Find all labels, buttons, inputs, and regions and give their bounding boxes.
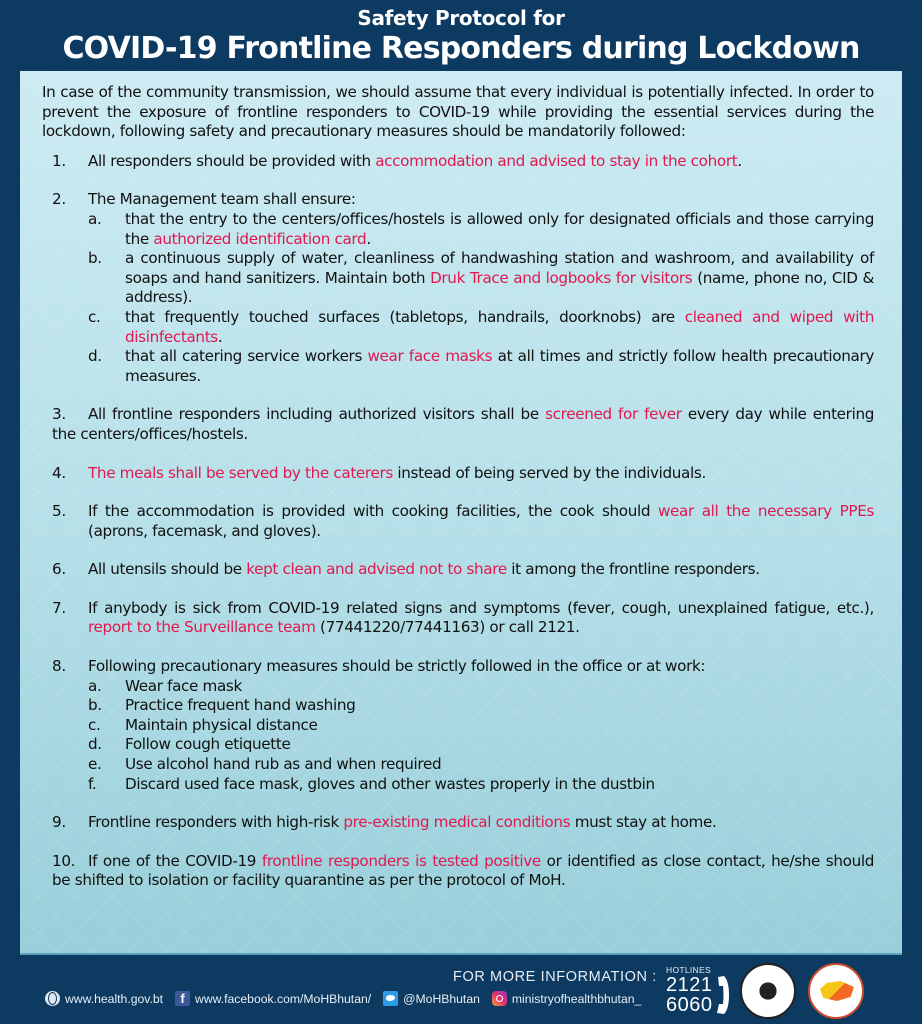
protocol-item-4	[42, 464, 874, 484]
twitter-icon	[383, 991, 398, 1006]
protocol-item-8	[42, 657, 874, 794]
sub-text: Use alcohol hand rub as and when required	[125, 755, 442, 774]
sub-letter: a.	[88, 209, 102, 228]
header-subtitle: Safety Protocol for	[357, 6, 565, 30]
ministry-of-health-logo	[808, 963, 864, 1019]
sub-list	[88, 210, 874, 386]
item-text: All utensils should be	[88, 560, 247, 579]
item-text: The Management team shall ensure:	[88, 190, 356, 209]
item-text-end: it among the frontline responders.	[506, 560, 760, 579]
item-text-end: every day while entering the centers/offices/hostels.	[52, 405, 875, 443]
facebook-icon: f	[175, 991, 190, 1006]
facebook-text: www.facebook.com/MoHBhutan/	[195, 991, 372, 1006]
sub-text: that the entry to the centers/offices/hostels is allowed only for designated officials and those carrying the	[125, 209, 874, 248]
item-number: 10.	[52, 851, 76, 870]
protocol-item-5	[42, 502, 874, 541]
item-text: If one of the COVID-19	[88, 851, 262, 870]
more-info-label: FOR MORE INFORMATION :	[453, 969, 657, 985]
item-text-end: or identified as close contact, he/she should be shifted to isolation or facility quarantine as per the protocol of MoH.	[52, 851, 875, 890]
globe-icon	[45, 991, 60, 1006]
sub-item-c	[88, 716, 874, 736]
facebook-link[interactable]	[175, 991, 371, 1006]
sub-letter: e.	[88, 755, 102, 774]
sub-item-b	[88, 249, 874, 308]
item-highlight: screened for fever	[545, 405, 682, 424]
sub-highlight: wear face masks	[367, 347, 493, 366]
sub-item-f	[88, 775, 874, 795]
sub-letter: c.	[88, 715, 101, 734]
item-number: 6.	[52, 560, 66, 579]
sub-item-a	[88, 210, 874, 249]
sub-item-c	[88, 308, 874, 347]
sub-text-end: .	[366, 229, 371, 248]
item-text-end: (77441220/77441163) or call 2121.	[315, 618, 580, 637]
item-text: Frontline responders with high-risk	[88, 813, 344, 832]
sub-text: Maintain physical distance	[125, 715, 318, 734]
sub-text-end: .	[217, 327, 223, 346]
sub-text: Practice frequent hand washing	[125, 696, 356, 715]
protocol-item-1	[42, 152, 874, 172]
hotline-number-2[interactable]: 6060	[666, 994, 713, 1016]
sub-letter: f.	[88, 774, 97, 793]
sub-item-b	[88, 696, 874, 716]
sub-letter: c.	[88, 307, 101, 326]
website-text: www.health.gov.bt	[65, 991, 164, 1006]
website-link[interactable]	[45, 991, 163, 1006]
sub-item-d	[88, 347, 874, 386]
item-text: If anybody is sick from COVID-19 related signs and symptoms (fever, cough, unexplained fatigue, etc.),	[88, 598, 874, 617]
protocol-item-3	[42, 405, 874, 444]
sub-letter: b.	[88, 696, 102, 715]
poster-header	[0, 0, 922, 71]
item-number: 7.	[52, 598, 66, 617]
sub-letter: a.	[88, 676, 102, 695]
royal-government-emblem-logo	[740, 963, 796, 1019]
sub-text-end: at all times and strictly follow health precautionary measures.	[125, 347, 874, 385]
sub-highlight: authorized identification card	[153, 229, 367, 248]
item-text-end: instead of being served by the individuals.	[392, 463, 706, 482]
sub-item-e	[88, 755, 874, 775]
item-number: 1.	[52, 151, 66, 170]
protocol-item-9	[42, 813, 874, 833]
twitter-text: @MoHBhutan	[403, 991, 480, 1006]
sub-letter: d.	[88, 347, 102, 366]
sub-letter: b.	[88, 249, 102, 268]
item-text-end: .	[737, 151, 742, 170]
item-highlight: wear all the necessary PPEs	[657, 502, 874, 521]
sub-item-a	[88, 677, 874, 697]
hotlines-block	[666, 965, 736, 1021]
item-highlight: The meals shall be served by the caterers	[88, 463, 393, 482]
item-number: 4.	[52, 463, 66, 482]
sub-text: Wear face mask	[125, 676, 242, 695]
instagram-text: ministryofhealthbhutan_	[511, 991, 642, 1006]
item-text: If the accommodation is provided with cooking facilities, the cook should	[88, 502, 658, 521]
item-text: Following precautionary measures should be strictly followed in the office or at work:	[88, 657, 706, 676]
social-links	[45, 991, 653, 1006]
sub-text: that frequently touched surfaces (tabletops, handrails, doorknobs) are	[125, 307, 685, 326]
item-number: 8.	[52, 657, 66, 676]
protocol-item-10	[42, 852, 874, 891]
instagram-icon	[492, 991, 507, 1006]
twitter-link[interactable]	[383, 991, 480, 1006]
item-text-end: must stay at home.	[570, 813, 717, 832]
instagram-link[interactable]	[492, 991, 641, 1006]
sub-text: that all catering service workers	[125, 347, 368, 366]
header-title: COVID-19 Frontline Responders during Lockdown	[62, 31, 860, 66]
sub-text: Follow cough etiquette	[125, 735, 291, 754]
sub-text-end: (name, phone no, CID & address).	[125, 268, 874, 307]
protocol-item-7	[42, 599, 874, 638]
protocol-item-6	[42, 560, 874, 580]
sub-list	[88, 677, 874, 795]
hotline-number-1[interactable]: 2121	[666, 974, 713, 996]
sub-highlight: Druk Trace and logbooks for visitors	[430, 268, 693, 287]
item-text-end: (aprons, facemask, and gloves).	[88, 521, 321, 540]
item-highlight: report to the Surveillance team	[88, 618, 316, 637]
intro-paragraph: In case of the community transmission, we should assume that every individual is potentially infected. In order to prevent the exposure of frontline responders to COVID-19 while providing the essential services during the lockdown, following safety and precautionary measures should be mandatorily followed:	[42, 83, 874, 141]
sub-letter: d.	[88, 735, 102, 754]
item-highlight: kept clean and advised not to share	[246, 560, 507, 579]
item-highlight: pre-existing medical conditions	[343, 813, 571, 832]
item-number: 5.	[52, 502, 66, 521]
item-number: 9.	[52, 813, 66, 832]
phone-handset-icon	[714, 975, 730, 1015]
item-number: 2.	[52, 190, 66, 209]
sub-text: Discard used face mask, gloves and other wastes properly in the dustbin	[125, 774, 655, 793]
content-panel	[20, 71, 902, 955]
item-number: 3.	[52, 405, 66, 424]
item-text: All frontline responders including authorized visitors shall be	[88, 405, 546, 424]
sub-item-d	[88, 735, 874, 755]
hotlines-label: HOTLINES	[666, 965, 711, 975]
item-highlight: frontline responders is tested positive	[261, 851, 541, 870]
item-highlight: accommodation and advised to stay in the cohort	[375, 151, 738, 170]
item-text: All responders should be provided with	[88, 151, 376, 170]
sub-text: a continuous supply of water, cleanliness of handwashing station and washroom, and availability of soaps and hand sanitizers. Maintain both	[125, 249, 874, 287]
poster-footer	[0, 955, 922, 1024]
protocol-item-2	[42, 190, 874, 386]
sub-highlight: cleaned and wiped with disinfectants	[125, 307, 874, 346]
